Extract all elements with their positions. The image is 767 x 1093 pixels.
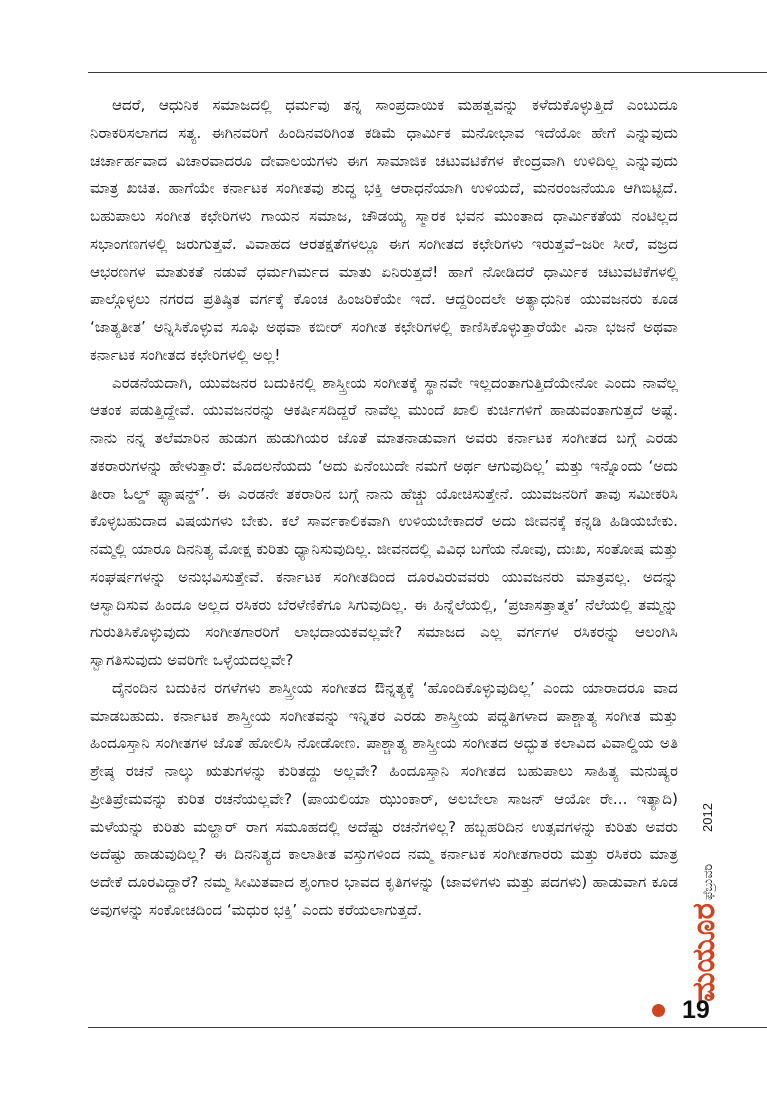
page-number: 19 xyxy=(682,996,710,1024)
footer-rule xyxy=(88,1027,767,1028)
issue-month: ಫೆಬ್ರುವರಿ xyxy=(700,863,715,900)
article-paragraph: ಎರಡನೆಯದಾಗಿ, ಯುವಜನರ ಬದುಕಿನಲ್ಲಿ ಶಾಸ್ತ್ರೀಯ ಸಂಗೀತಕ್ಕೆ ಸ್ಥಾನವೇ ಇಲ್ಲದಂತಾಗುತ್ತಿದೆಯೇನೋ ಎಂದು ನಾವೆಲ್ಲ ಆತಂಕ ಪಡುತ್ತಿದ್ದೇವೆ. ಯುವಜನರನ್ನು ಆಕರ್ಷಿಸದಿದ್ದರೆ ನಾವೆಲ್ಲ ಮುಂದೆ ಖಾಲಿ ಕುರ್ಚಿಗಳಿಗೆ ಹಾಡುವಂತಾಗುತ್ತದೆ ಅಷ್ಟೆ. ನಾನು ನನ್ನ ತಲೆಮಾರಿನ ಹುಡುಗ ಹುಡುಗಿಯರ ಜೊತೆ ಮಾತನಾಡುವಾಗ ಅವರು ಕರ್ನಾಟಕ ಸಂಗೀತದ ಬಗ್ಗೆ ಎರಡು ತಕರಾರುಗಳನ್ನು ಹೇಳುತ್ತಾರೆ: ಮೊದಲನೆಯದು ‘ಅದು ಏನೆಂಬುದೇ ನಮಗೆ ಅರ್ಥ ಆಗುವುದಿಲ್ಲ’ ಮತ್ತು ಇನ್ನೊಂದು ‘ಅದು ತೀರಾ ಓಲ್ಡ್ ಫ್ಯಾಷನ್ಡ್’. ಈ ಎರಡನೇ ತಕರಾರಿನ ಬಗ್ಗೆ ನಾನು ಹೆಚ್ಚು ಯೋಚಿಸುತ್ತೇನೆ. ಯುವಜನರಿಗೆ ತಾವು ಸಮೀಕರಿಸಿ ಕೊಳ್ಳಬಹುದಾದ ವಿಷಯಗಳು ಬೇಕು. ಕಲೆ ಸಾರ್ವಕಾಲಿಕವಾಗಿ ಉಳಿಯಬೇಕಾದರೆ ಅದು ಜೀವನಕ್ಕೆ ಕನ್ನಡಿ ಹಿಡಿಯಬೇಕು. ನಮ್ಮಲ್ಲಿ ಯಾರೂ ದಿನನಿತ್ಯ ಮೋಕ್ಷ ಕುರಿತು ಧ್ಯಾನಿಸುವುದಿಲ್ಲ. ಜೀವನದಲ್ಲಿ ವಿವಿಧ ಬಗೆಯ ನೋವು, ದುಃಖ, ಸಂತೋಷ ಮತ್ತು ಸಂಘರ್ಷಗಳನ್ನು ಅನುಭವಿಸುತ್ತೇವೆ. ಕರ್ನಾಟಕ ಸಂಗೀತದಿಂದ ದೂರವಿರುವವರು ಯುವಜನರು ಮಾತ್ರವಲ್ಲ. ಅದನ್ನು ಆಸ್ವಾದಿಸುವ ಹಿಂದೂ ಅಲ್ಲದ ರಸಿಕರು ಬೆರಳೆಣಿಕೆಗೂ ಸಿಗುವುದಿಲ್ಲ. ಈ ಹಿನ್ನೆಲೆಯಲ್ಲಿ, ‘ಪ್ರಜಾಸತ್ತಾತ್ಮಕ’ ನೆಲೆಯಲ್ಲಿ ತಮ್ಮನ್ನು ಗುರುತಿಸಿಕೊಳ್ಳುವುದು ಸಂಗೀತಗಾರರಿಗೆ ಲಾಭದಾಯಕವಲ್ಲವೇ? ಸಮಾಜದ ಎಲ್ಲ ವರ್ಗಗಳ ರಸಿಕರನ್ನು ಆಲಂಗಿಸಿ ಸ್ವಾಗತಿಸುವುದು ಅವರಿಗೇ ಒಳ್ಳೆಯದಲ್ಲವೇ? xyxy=(90,373,678,669)
issue-year: 2012 xyxy=(700,803,715,832)
article-paragraph: ದೈನಂದಿನ ಬದುಕಿನ ರಗಳೆಗಳು ಶಾಸ್ತ್ರೀಯ ಸಂಗೀತದ ಔನ್ನತ್ಯಕ್ಕೆ ‘ಹೊಂದಿಕೊಳ್ಳುವುದಿಲ್ಲ’ ಎಂದು ಯಾರಾದರೂ ವಾದ ಮಾಡಬಹುದು. ಕರ್ನಾಟಕ ಶಾಸ್ತ್ರೀಯ ಸಂಗೀತವನ್ನು ಇನ್ನಿತರ ಎರಡು ಶಾಸ್ತ್ರೀಯ ಪದ್ಧತಿಗಳಾದ ಪಾಶ್ಚಾತ್ಯ ಸಂಗೀತ ಮತ್ತು ಹಿಂದೂಸ್ತಾನಿ ಸಂಗೀತಗಳ ಜೊತೆ ಹೋಲಿಸಿ ನೋಡೋಣ. ಪಾಶ್ಚಾತ್ಯ ಶಾಸ್ತ್ರೀಯ ಸಂಗೀತದ ಅದ್ಭುತ ಕಲಾವಿದ ವಿವಾಲ್ಡಿಯ ಅತಿ ಶ್ರೇಷ್ಠ ರಚನೆ ನಾಲ್ಕು ಋತುಗಳನ್ನು ಕುರಿತದ್ದು ಅಲ್ಲವೇ? ಹಿಂದೂಸ್ತಾನಿ ಸಂಗೀತದ ಬಹುಪಾಲು ಸಾಹಿತ್ಯ ಮನುಷ್ಯರ ಪ್ರೀತಿಪ್ರೇಮವನ್ನು ಕುರಿತ ರಚನೆಯಲ್ಲವೇ? (ಪಾಯಲಿಯಾ ಝುಂಕಾರ್, ಅಲಬೇಲಾ ಸಾಜನ್ ಆಯೋ ರೇ... ಇತ್ಯಾದಿ) ಮಳೆಯನ್ನು ಕುರಿತು ಮಲ್ಹಾರ್ ರಾಗ ಸಮೂಹದಲ್ಲಿ ಅದೆಷ್ಟು ರಚನೆಗಳಿಲ್ಲ? ಹಬ್ಬಹರಿದಿನ ಉತ್ಸವಗಳನ್ನು ಕುರಿತು ಅವರು ಅದೆಷ್ಟು ಹಾಡುವುದಿಲ್ಲ? ಈ ದಿನನಿತ್ಯದ ಕಾಲಾತೀತ ವಸ್ತುಗಳಿಂದ ನಮ್ಮ ಕರ್ನಾಟಕ ಸಂಗೀತಗಾರರು ಮತ್ತು ರಸಿಕರು ಮಾತ್ರ ಅದೇಕೆ ದೂರವಿದ್ದಾರೆ? ನಮ್ಮ ಸೀಮಿತವಾದ ಶೃಂಗಾರ ಭಾವದ ಕೃತಿಗಳನ್ನು (ಜಾವಳಿಗಳು ಮತ್ತು ಪದಗಳು) ಹಾಡುವಾಗ ಕೂಡ ಅವುಗಳನ್ನು ಸಂಕೋಚದಿಂದ ‘ಮಧುರ ಭಕ್ತಿ’ ಎಂದು ಕರೆಯಲಾಗುತ್ತದೆ. xyxy=(90,678,678,919)
article-body xyxy=(90,92,678,925)
article-paragraph: ಆದರೆ, ಆಧುನಿಕ ಸಮಾಜದಲ್ಲಿ ಧರ್ಮವು ತನ್ನ ಸಾಂಪ್ರದಾಯಿಕ ಮಹತ್ವವನ್ನು ಕಳೆದುಕೊಳ್ಳುತ್ತಿದೆ ಎಂಬುದೂ ನಿರಾಕರಿಸಲಾಗದ ಸತ್ಯ. ಈಗಿನವರಿಗೆ ಹಿಂದಿನವರಿಗಿಂತ ಕಡಿಮೆ ಧಾರ್ಮಿಕ ಮನೋಭಾವ ಇದೆಯೋ ಹೇಗೆ ಎನ್ನುವುದು ಚರ್ಚಾರ್ಹವಾದ ವಿಚಾರವಾದರೂ ದೇವಾಲಯಗಳು ಈಗ ಸಾಮಾಜಿಕ ಚಟುವಟಿಕೆಗಳ ಕೇಂದ್ರವಾಗಿ ಉಳಿದಿಲ್ಲ ಎನ್ನುವುದು ಮಾತ್ರ ಖಚಿತ. ಹಾಗೆಯೇ ಕರ್ನಾಟಕ ಸಂಗೀತವು ಶುದ್ಧ ಭಕ್ತಿ ಆರಾಧನೆಯಾಗಿ ಉಳಿಯದೆ, ಮನರಂಜನೆಯೂ ಆಗಿಬಿಟ್ಟಿದೆ. ಬಹುಪಾಲು ಸಂಗೀತ ಕಛೇರಿಗಳು ಗಾಯನ ಸಮಾಜ, ಚೌಡಯ್ಯ ಸ್ಮಾರಕ ಭವನ ಮುಂತಾದ ಧಾರ್ಮಿಕತೆಯ ನಂಟಿಲ್ಲದ ಸಭಾಂಗಣಗಳಲ್ಲಿ ಜರುಗುತ್ತವೆ. ವಿವಾಹದ ಆರತಕ್ಷತೆಗಳಲ್ಲೂ ಈಗ ಸಂಗೀತದ ಕಛೇರಿಗಳು ಇರುತ್ತವೆ–ಜರೀ ಸೀರೆ, ವಜ್ರದ ಆಭರಣಗಳ ಮಾತುಕತೆ ನಡುವೆ ಧರ್ಮಗಿರ್ಮದ ಮಾತು ಏನಿರುತ್ತದೆ! ಹಾಗೆ ನೋಡಿದರೆ ಧಾರ್ಮಿಕ ಚಟುವಟಿಕೆಗಳಲ್ಲಿ ಪಾಲ್ಗೊಳ್ಳಲು ನಗರದ ಪ್ರತಿಷ್ಠಿತ ವರ್ಗಕ್ಕೆ ಕೊಂಚ ಹಿಂಜರಿಕೆಯೇ ಇದೆ. ಆದ್ದರಿಂದಲೇ ಅತ್ಯಾಧುನಿಕ ಯುವಜನರು ಕೂಡ ‘ಜಾತ್ಯತೀತ’ ಅನ್ನಿಸಿಕೊಳ್ಳುವ ಸೂಫಿ ಅಥವಾ ಕಬೀರ್ ಸಂಗೀತ ಕಛೇರಿಗಳಲ್ಲಿ ಕಾಣಿಸಿಕೊಳ್ಳುತ್ತಾರೆಯೇ ವಿನಾ ಭಜನೆ ಅಥವಾ ಕರ್ನಾಟಕ ಸಂಗೀತದ ಕಛೇರಿಗಳಲ್ಲಿ ಅಲ್ಲ! xyxy=(90,96,678,364)
magazine-logo: ಮಯೂರ xyxy=(686,903,722,1002)
header-rule xyxy=(88,72,767,73)
magazine-side-label xyxy=(682,792,726,1002)
side-label-svg xyxy=(682,792,726,1002)
page-marker-dot xyxy=(652,1004,665,1017)
